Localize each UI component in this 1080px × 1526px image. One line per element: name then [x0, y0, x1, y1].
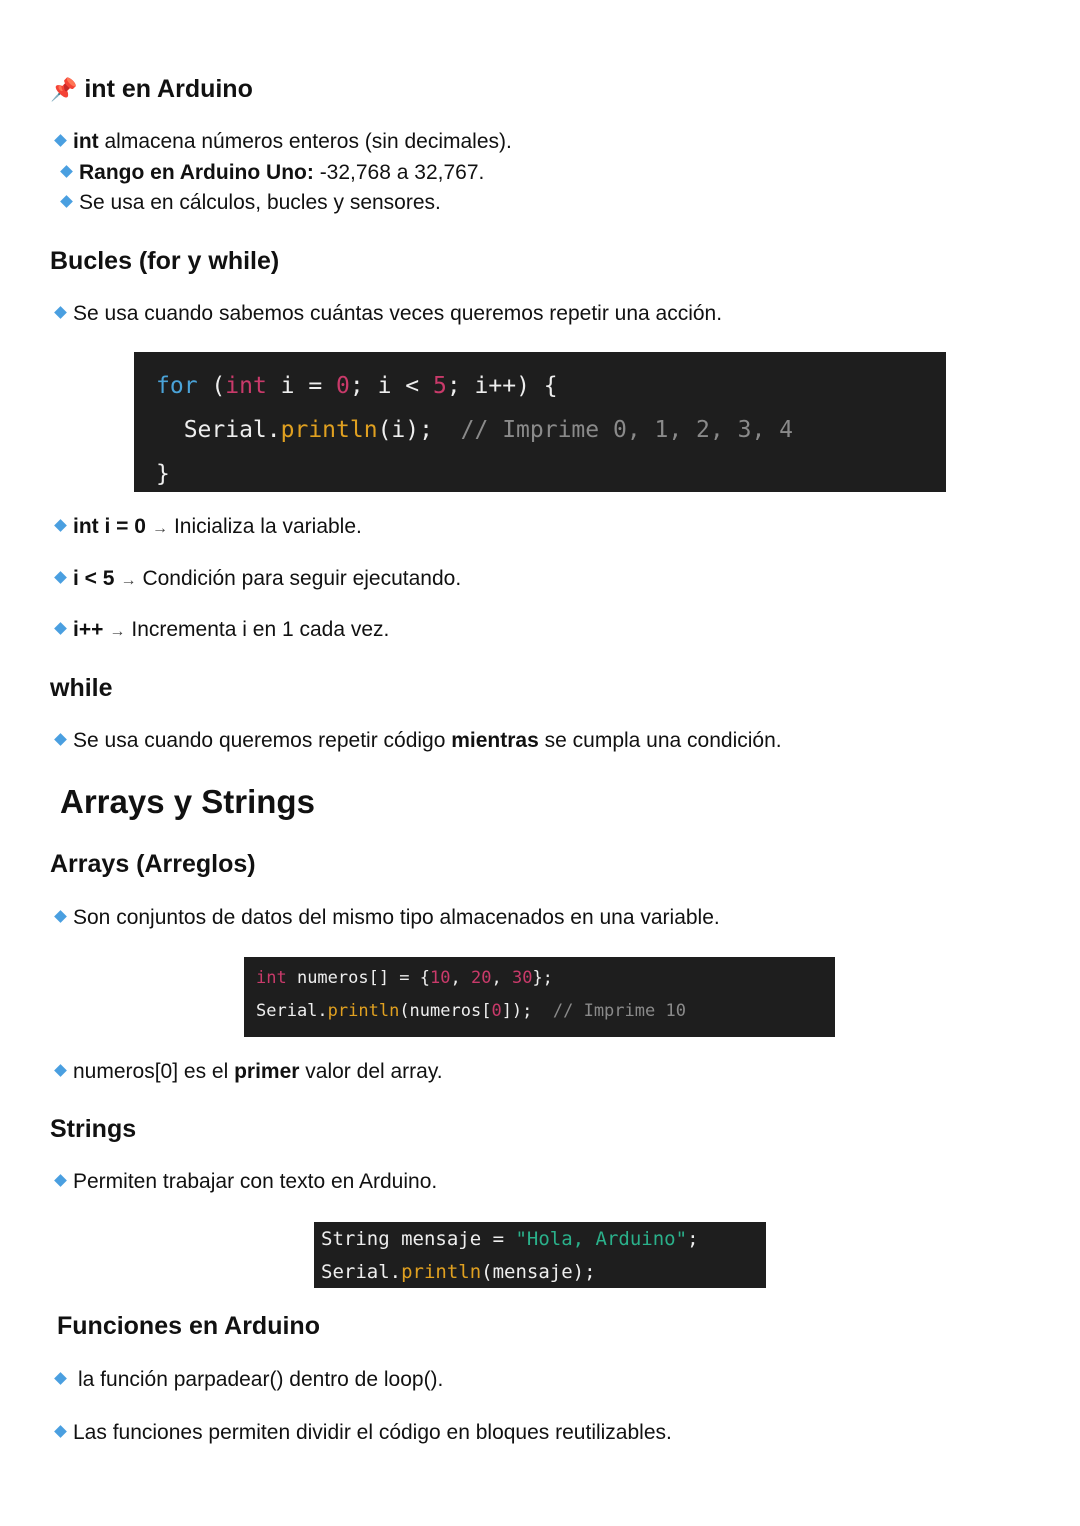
code-token: i = [266, 373, 337, 399]
code-line [256, 995, 823, 1028]
code-token: String mensaje = [321, 1228, 516, 1250]
code-token: , [491, 968, 512, 988]
code-block-string [314, 1222, 766, 1288]
pushpin-icon: 📌 [50, 77, 78, 102]
diamond-bullet-icon [54, 733, 67, 746]
diamond-bullet-icon [54, 1064, 67, 1077]
code-token: (i); [377, 417, 461, 443]
code-token: Serial. [321, 1261, 402, 1283]
code-token: ; i < [349, 373, 433, 399]
code-token: ; i++) { [446, 373, 558, 399]
diamond-bullet-icon [60, 195, 73, 208]
code-token: }; [532, 968, 553, 988]
code-token: println [327, 1001, 400, 1021]
list-item: Las funciones permiten dividir el código en bloques reutilizables. [56, 1421, 672, 1445]
code-token: ( [197, 373, 226, 399]
diamond-bullet-icon [54, 622, 67, 635]
diamond-bullet-icon [54, 571, 67, 584]
code-block-for [134, 352, 946, 492]
diamond-bullet-icon [54, 1425, 67, 1438]
code-token: // Imprime 0, 1, 2, 3, 4 [460, 417, 793, 443]
code-line [156, 452, 924, 496]
code-token: 20 [470, 968, 492, 988]
heading-funciones: Funciones en Arduino [57, 1312, 320, 1340]
list-item: i < 5 → Condición para seguir ejecutando. [56, 567, 461, 593]
diamond-bullet-icon [60, 165, 73, 178]
list-item: int i = 0 → Inicializa la variable. [56, 515, 362, 541]
list-item: Rango en Arduino Uno: -32,768 a 32,767. [62, 161, 484, 185]
code-line [256, 962, 823, 995]
diamond-bullet-icon [54, 519, 67, 532]
list-item: Son conjuntos de datos del mismo tipo almacenados en una variable. [56, 906, 720, 930]
list-item: numeros[0] es el primer valor del array. [56, 1060, 443, 1084]
code-line [321, 1223, 759, 1256]
code-token: "Hola, Arduino" [515, 1228, 688, 1250]
code-token: 10 [430, 968, 451, 988]
code-token: int [256, 968, 287, 988]
code-token: 30 [511, 968, 533, 988]
heading-while: while [50, 674, 113, 702]
list-item: Permiten trabajar con texto en Arduino. [56, 1170, 437, 1194]
code-token: for [156, 373, 198, 399]
code-token: 0 [336, 373, 350, 399]
code-token: // Imprime 10 [552, 1001, 686, 1021]
code-line [156, 364, 924, 408]
code-token: println [401, 1261, 482, 1283]
list-item: la función parpadear() dentro de loop(). [56, 1368, 443, 1392]
diamond-bullet-icon [54, 1372, 67, 1385]
code-token: ; [687, 1228, 699, 1250]
code-token: println [280, 417, 378, 443]
heading-strings: Strings [50, 1115, 137, 1143]
code-line [321, 1256, 759, 1289]
code-token: , [450, 968, 471, 988]
diamond-bullet-icon [54, 1174, 67, 1187]
code-token: (numeros[ [399, 1001, 492, 1021]
code-token: } [156, 461, 170, 487]
list-item: Se usa cuando queremos repetir código mientras se cumpla una condición. [56, 729, 782, 753]
diamond-bullet-icon [54, 910, 67, 923]
list-item: i++ → Incrementa i en 1 cada vez. [56, 618, 389, 644]
list-item: Se usa en cálculos, bucles y sensores. [62, 191, 441, 215]
code-token: Serial. [156, 417, 281, 443]
section-title-int: 📌 int en Arduino [50, 75, 253, 103]
code-token: Serial. [256, 1001, 328, 1021]
heading-bucles: Bucles (for y while) [50, 247, 280, 275]
code-token: 5 [433, 373, 447, 399]
code-line [156, 408, 924, 452]
diamond-bullet-icon [54, 134, 67, 147]
diamond-bullet-icon [54, 306, 67, 319]
code-token: (mensaje); [481, 1261, 596, 1283]
code-token: int [225, 373, 267, 399]
heading-arrays: Arrays (Arreglos) [50, 850, 256, 878]
code-block-array [244, 957, 835, 1037]
heading-arrays-strings: Arrays y Strings [60, 783, 315, 820]
code-token: ]); [501, 1001, 553, 1021]
list-item: int almacena números enteros (sin decimales). [56, 130, 512, 154]
code-token: 0 [491, 1001, 502, 1021]
code-token: numeros[] = { [286, 968, 431, 988]
list-item: Se usa cuando sabemos cuántas veces queremos repetir una acción. [56, 302, 722, 326]
